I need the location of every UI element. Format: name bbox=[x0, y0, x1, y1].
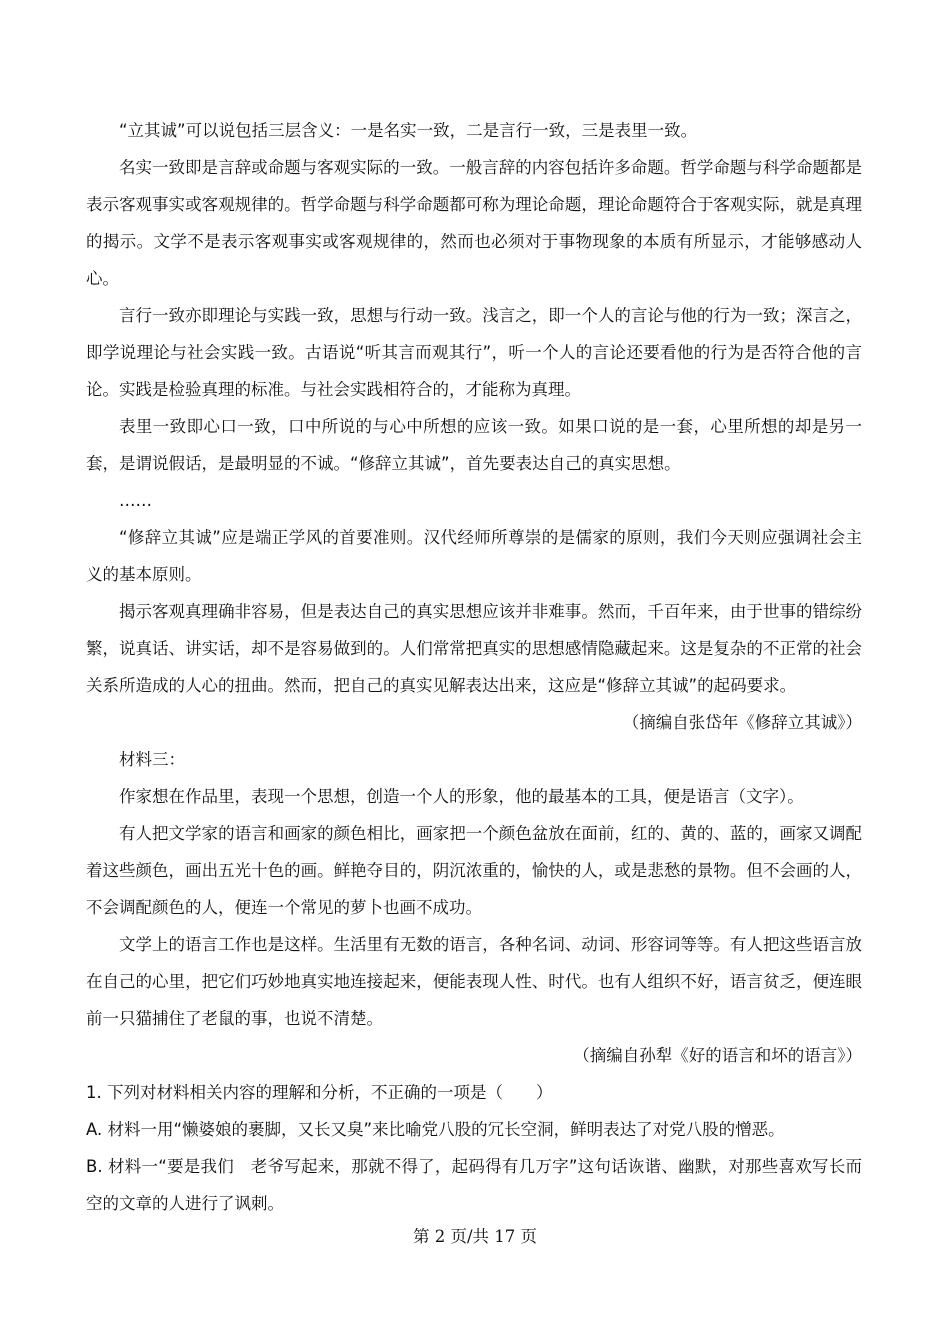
paragraph-language-work: 文学上的语言工作也是这样。生活里有无数的语言，各种名词、动词、形容词等等。有人把这些语言放在自己的心里，把它们巧妙地真实地连接起来，便能表现人性、时代。也有人组织不好，语言贫乏，便连眼前一只猫捕住了老鼠的事，也说不清楚。 bbox=[86, 935, 862, 1028]
option-b: B. 材料一“要是我们 老爷写起来，那就不得了，起码得有几万字”这句话诙谐、幽默，对那些喜欢写长而空的文章的人进行了讽刺。 bbox=[86, 1157, 862, 1213]
question-stem: 1. 下列对材料相关内容的理解和分析，不正确的一项是（ ） bbox=[86, 1083, 553, 1102]
paragraph-three-meanings: “立其诚”可以说包括三层含义：一是名实一致，二是言行一致，三是表里一致。 bbox=[119, 121, 698, 140]
page-number: 第 2 页/共 17 页 bbox=[412, 1227, 538, 1246]
paragraph-word-deed: 言行一致亦即理论与实践一致，思想与行动一致。浅言之，即一个人的言论与他的行为一致；深言之，即学说理论与社会实践一致。古语说“听其言而观其行”，听一个人的言论还要看他的行为是否符合他的言论。实践是检验真理的标准。与社会实践相符合的，才能称为真理。 bbox=[86, 306, 862, 399]
paragraph-inner-outer: 表里一致即心口一致，口中所说的与心中所想的应该一致。如果口说的是一套，心里所想的却是另一套，是谓说假话，是最明显的不诚。“修辞立其诚”，首先要表达自己的真实思想。 bbox=[86, 417, 862, 473]
paragraph-name-reality: 名实一致即是言辞或命题与客观实际的一致。一般言辞的内容包括许多命题。哲学命题与科学命题都是表示客观事实或客观规律的。哲学命题与科学命题都可称为理论命题，理论命题符合于客观实际，就是真理的揭示。文学不是表示客观事实或客观规律的，然而也必须对于事物现象的本质有所显示，才能够感动人心。 bbox=[86, 158, 862, 288]
paragraph-painter-colors: 有人把文学家的语言和画家的颜色相比，画家把一个颜色盆放在面前，红的、黄的、蓝的，画家又调配着这些颜色，画出五光十色的画。鲜艳夺目的，阴沉浓重的，愉快的人，或是悲愁的景物。但不会画的人，不会调配颜色的人，便连一个常见的萝卜也画不成功。 bbox=[86, 824, 862, 917]
source-citation-zhang: （摘编自张岱年《修辞立其诚》） bbox=[622, 713, 862, 732]
option-a: A. 材料一用“懒婆娘的裹脚，又长又臭”来比喻党八股的冗长空洞，鲜明表达了对党八股的憎恶。 bbox=[86, 1120, 785, 1139]
document-body bbox=[86, 112, 862, 1222]
ellipsis: …… bbox=[119, 491, 152, 510]
material-three-heading: 材料三： bbox=[119, 750, 185, 769]
source-citation-sun: （摘编自孙犁《好的语言和坏的语言》） bbox=[573, 1046, 862, 1065]
paragraph-truth-expression: 揭示客观真理确非容易，但是表达自己的真实思想应该并非难事。然而，千百年来，由于世事的错综纷繁，说真话、讲实话，却不是容易做到的。人们常常把真实的思想感情隐藏起来。这是复杂的不正常的社会关系所造成的人心的扭曲。然而，把自己的真实见解表达出来，这应是“修辞立其诚”的起码要求。 bbox=[86, 602, 862, 695]
paragraph-study-style: “修辞立其诚”应是端正学风的首要准则。汉代经师所尊崇的是儒家的原则，我们今天则应强调社会主义的基本原则。 bbox=[86, 528, 862, 584]
paragraph-writer-tool: 作家想在作品里，表现一个思想，创造一个人的形象，他的最基本的工具，便是语言（文字）。 bbox=[119, 787, 804, 806]
